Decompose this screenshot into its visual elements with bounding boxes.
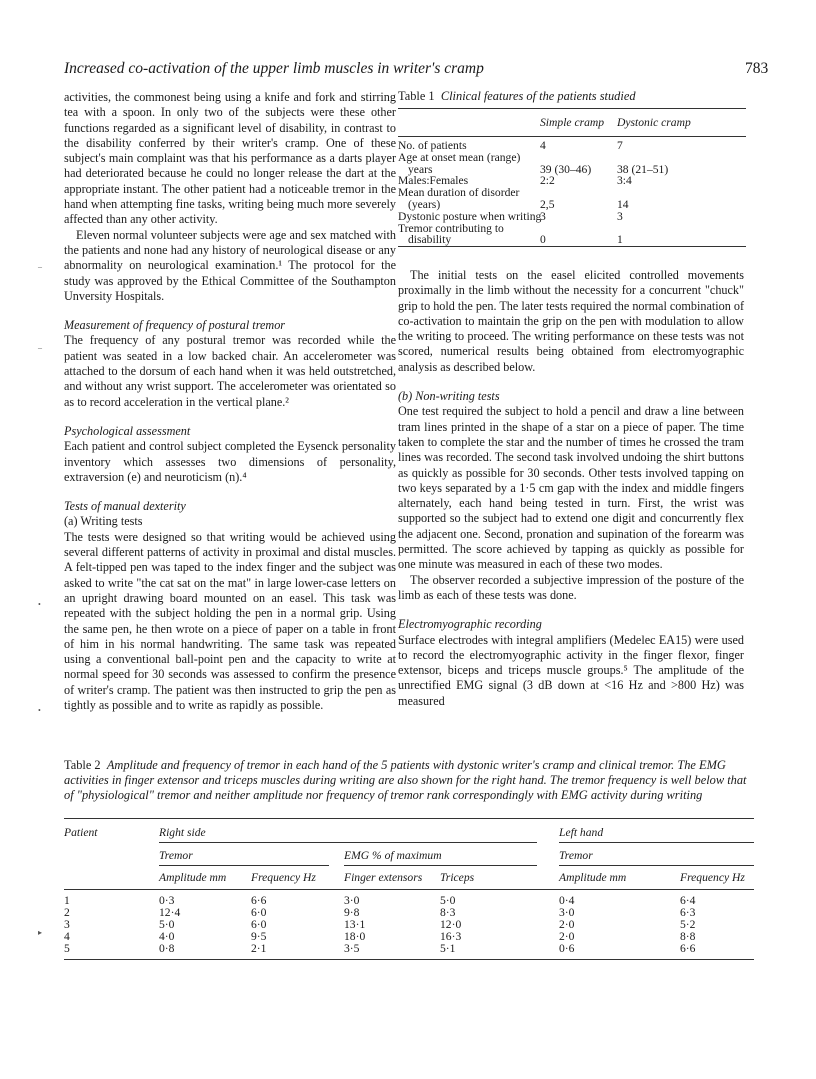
table1-cell-simple: 2:2 [540, 174, 555, 188]
table1-top-rule [398, 108, 746, 109]
table1-row-label: years [408, 162, 433, 176]
table2-cell-fext: 18·0 [344, 930, 366, 943]
paragraph: One test required the subject to hold a pencil and draw a line between tram lines printed in the shape of a star on a piece of paper. The time taken to complete the star and the number of times he crossed the tram lines was recorded. The second task involved undoing the shirt buttons as quickly as possible for 30 seconds. Other tests involved tapping on two keys separated by a 1·5 cm gap with the index and middle fingers alternately, each hand being tested in turn. First, the wrist was supported so the subject had to extend one digit and concurrently flex the adjacent one. Second, pronation and supination of the forearm was permitted. The score achieved by tapping as quickly as possible for one minute was measured in each of these two modes. [398, 404, 744, 572]
table2-h-tremor-left: Tremor [559, 849, 593, 862]
table2-cell-fext: 13·1 [344, 918, 366, 931]
margin-mark: – [38, 262, 42, 271]
margin-mark: • [38, 600, 41, 609]
paragraph: activities, the commonest being using a knife and fork and stirring tea with a spoon. In only two of the subjects were these other functions regarded as a significant level of disability, in contrast to the disability conferred by their writer's cramp. One of these subject's main complaint was that his performance as a darts player had deteriorated because he could no longer release the dart at the appropriate instant. The other patient had a noticeable tremor in the hand when attempting fine tasks, writing being much more severely affected than any other activity. [64, 90, 396, 227]
table2-h-triceps: Triceps [440, 871, 475, 884]
table2-h-freq-left: Frequency Hz [680, 871, 745, 884]
table2-cell-r-freq: 6·6 [251, 894, 267, 907]
table2-cell-l-freq: 5·2 [680, 918, 696, 931]
table1-header-rule [398, 136, 746, 137]
table2-cell-triceps: 12·0 [440, 918, 462, 931]
margin-mark: • [38, 706, 41, 715]
table2-h-fext: Finger extensors [344, 871, 423, 884]
table2-cell-patient: 3 [64, 918, 70, 931]
subsection-heading [398, 389, 744, 404]
table2-cell-r-freq: 6·0 [251, 906, 267, 919]
table2-h-amp-right: Amplitude mm [159, 871, 227, 884]
table2-cell-r-freq: 9·5 [251, 930, 267, 943]
table2-cell-l-amp: 2·0 [559, 930, 575, 943]
table2-cell-triceps: 8·3 [440, 906, 456, 919]
section-heading: Psychological assessment [64, 423, 191, 438]
paragraph: The frequency of any postural tremor was recorded while the patient was seated in a low backed chair. An accelerometer was attached to the dorsum of each hand when it was held outstretched, and without any wrist support. The accelerometer was orientated so as to record acceleration in the vertical plane.² [64, 333, 396, 409]
paragraph: Eleven normal volunteer subjects were age and sex matched with the patients and none had any history of neurological disease or any abnormality on neurological examination.¹ The protocol for the study was approved by the Ethical Committee of the Southampton Unversity Hospitals. [64, 227, 396, 303]
table2-h-left: Left hand [559, 826, 604, 839]
table2-cell-r-freq: 2·1 [251, 942, 267, 955]
table2-cell-l-freq: 6·6 [680, 942, 696, 955]
table2-cell-fext: 3·0 [344, 894, 360, 907]
right-column [398, 268, 744, 709]
table2-h-patient: Patient [64, 826, 98, 839]
table1-cell-simple: 2,5 [540, 198, 555, 211]
table2-emg-rule [344, 865, 537, 866]
table2-right-rule [159, 842, 537, 843]
table2-cell-fext: 3·5 [344, 942, 360, 955]
table2-cell-l-freq: 6·3 [680, 906, 696, 919]
table1-caption: Clinical features of the patients studied [440, 89, 636, 103]
margin-mark: ▸ [38, 928, 43, 937]
table2-bottom-rule [64, 959, 754, 960]
paragraph: Each patient and control subject completed the Eysenck personality inventory which assesses two dimensions of personality, extraversion (e) and neuroticism (n).⁴ [64, 439, 396, 484]
table2-cell-l-freq: 6·4 [680, 894, 696, 907]
table1-row-label: disability [408, 233, 452, 247]
paragraph: The initial tests on the easel elicited controlled movements proximally in the limb without the necessity for a concurrent "chuck" grip to hold the pen. The later tests required the normal combination of co-activation to maintain the grip on the pen with modulation to allow the writing to proceed. The writing performance on these tests was not scored, numerical results being obtained from electromyographic analysis as described below. [398, 268, 745, 374]
table2-cell-l-amp: 2·0 [559, 918, 575, 931]
table2-top-rule [64, 818, 754, 819]
subsection-heading: (a) Writing tests [64, 514, 143, 529]
table1-cell-simple: 0 [540, 233, 546, 247]
table1-row-label: Dystonic posture when writing [398, 209, 542, 223]
table1-row-label: Age at onset mean (range) [398, 150, 521, 164]
table1-cell-dystonic: 3 [617, 209, 623, 223]
table2-cell-triceps: 5·1 [440, 942, 456, 955]
table2-cell-r-amp: 12·4 [159, 906, 181, 919]
table2-cell-triceps: 16·3 [440, 930, 462, 943]
table2-header-rule [64, 889, 754, 890]
section-heading: Tests of manual dexterity [64, 499, 186, 514]
table1-col-simple: Simple cramp [540, 116, 605, 129]
table2-tremor-right-rule [159, 865, 329, 866]
table2-h-freq-right: Frequency Hz [251, 871, 316, 884]
table1-row-label: Mean duration of disorder [398, 186, 520, 200]
table2-cell-triceps: 5·0 [440, 894, 456, 907]
table1-row-label: Tremor contributing to [398, 221, 504, 235]
paragraph: The tests were designed so that writing would be achieved using several different patterns of activity in proximal and distal muscles. A felt-tipped pen was taped to the index finger and the subject was asked to write "the cat sat on the mat" in large lower-case letters on an upright drawing board mounted on an easel. This task was repeated with the subject holding the pen in a normal grip. Using the same pen, he then wrote on a piece of paper on a table in front of him in his normal handwriting. The same task was repeated using a conventional ball-point pen and the capacity to write at normal speed for 30 seconds was assessed to confirm the presence of writer's cramp. The patient was then instructed to grip the pen as tightly as possible and to write as rapidly as possible. [64, 529, 396, 712]
table1-cell-simple: 39 (30–46) [540, 162, 592, 176]
table2-tremor-left-rule [559, 865, 754, 866]
table2-h-right: Right side [159, 826, 206, 839]
nonwriting-heading: (b) Non-writing tests [398, 389, 500, 404]
page-number: 783 [745, 60, 769, 77]
table1-bottom-rule [398, 246, 746, 247]
table1-cell-simple: 4 [540, 139, 546, 152]
paragraph: The observer recorded a subjective impression of the posture of the limb as each of these tests was done. [398, 572, 744, 602]
table1-col-dystonic: Dystonic cramp [617, 116, 691, 129]
table1-row-label: (years) [408, 198, 441, 211]
paragraph: Surface electrodes with integral amplifiers (Medelec EA15) were used to record the electromyographic activity in the finger flexor, finger extensor, biceps and triceps muscle groups.⁵ The amplitude of the unrectified EMG signal (3 dB down at <16 Hz and >800 Hz) was measured [398, 632, 744, 708]
table2-h-tremor-right: Tremor [159, 849, 193, 862]
table2-cell-patient: 1 [64, 894, 70, 907]
margin-mark: – [38, 343, 42, 352]
table2-cell-patient: 4 [64, 930, 70, 943]
table1-cell-dystonic: 38 (21–51) [617, 162, 669, 176]
table1-cell-dystonic: 14 [617, 198, 629, 211]
table1-title [398, 89, 636, 104]
table2-cell-l-amp: 0·6 [559, 942, 575, 955]
table1-cell-simple: 3 [540, 209, 546, 223]
table1-cell-dystonic: 1 [617, 233, 623, 247]
section-heading: Measurement of frequency of postural tremor [64, 318, 286, 333]
table2-left-rule [559, 842, 754, 843]
table2-label: Table 2 [64, 758, 101, 772]
table2-cell-l-freq: 8·8 [680, 930, 696, 943]
table2-caption [64, 758, 754, 803]
table2-cell-r-freq: 6·0 [251, 918, 267, 931]
table2-cell-l-amp: 0·4 [559, 894, 575, 907]
table2-cell-fext: 9·8 [344, 906, 360, 919]
table2-caption-text: Amplitude and frequency of tremor in each hand of the 5 patients with dystonic writer's cramp and clinical tremor. The EMG activities in finger extensor and triceps muscles during writing are also shown for the right hand. The tremor frequency is well below that of "physiological" tremor and neither amplitude nor frequency of tremor rank correspondingly with EMG activity during writing [64, 758, 747, 802]
table2-cell-patient: 2 [64, 906, 70, 919]
table2-cell-r-amp: 5·0 [159, 918, 175, 931]
table1-label: Table 1 [398, 89, 435, 103]
left-column [64, 90, 396, 713]
table2-cell-l-amp: 3·0 [559, 906, 575, 919]
section-heading: Electromyographic recording [398, 617, 542, 632]
table1-row-label: Males:Females [398, 174, 469, 188]
table2-h-amp-left: Amplitude mm [559, 871, 627, 884]
table2-cell-r-amp: 0·8 [159, 942, 175, 955]
table2 [64, 818, 754, 978]
table1-cell-dystonic: 3:4 [617, 174, 632, 188]
running-header-title: Increased co-activation of the upper limb muscles in writer's cramp [64, 60, 484, 77]
table2-cell-r-amp: 4·0 [159, 930, 175, 943]
table1-cell-dystonic: 7 [617, 139, 623, 152]
table1-row-label: No. of patients [398, 139, 467, 152]
table2-cell-patient: 5 [64, 942, 70, 955]
table2-h-emg: EMG % of maximum [344, 849, 442, 862]
table2-cell-r-amp: 0·3 [159, 894, 175, 907]
